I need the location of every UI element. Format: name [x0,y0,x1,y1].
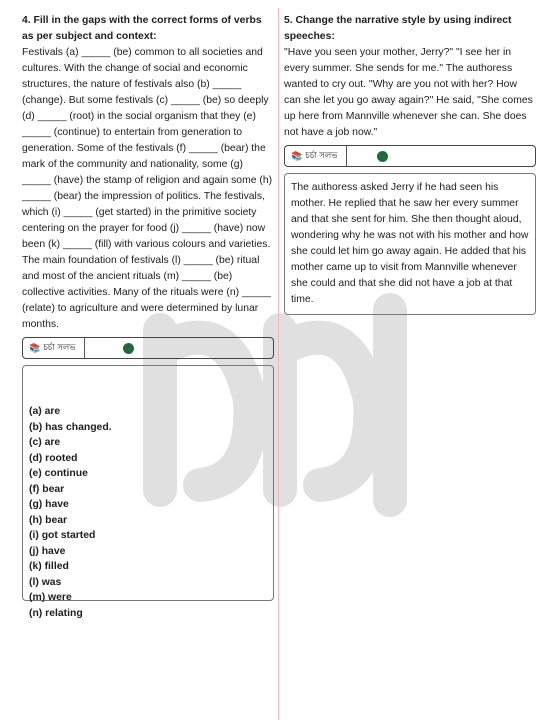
answer-box-q4 [22,365,274,619]
answer-item: (b) has changed. [29,421,112,433]
solution-tag-label: চর্চা সলভ [43,342,76,352]
answer-box-q5 [284,173,536,315]
books-icon: 📚 [29,342,41,353]
question-5-title: 5. Change the narrative style by using indirect speeches: [284,15,512,42]
status-dot-icon [123,343,134,354]
answer-item: (l) was [29,576,62,588]
answer-text: The authoress asked Jerry if he had seen his mother. He replied that he saw her every summer and that she sent for him. She then thought aloud, wondering why he was not with his mother and how she could let him go away again. He added that his mother came up to visit from Mannville whenever she could and that she did not have a job at that time. [291,182,529,305]
answer-item: (m) were [29,592,72,603]
question-4-passage: Festivals (a) _____ (be) common to all societies and cultures. With the change of social and economic structures, the nature of festivals also (b) _____ (change). But some festivals (c) _____ (be) so deeply (d) _____ (root) in the social organism that they (e) _____ (continue) to entertain from generation to generation. Some of the festivals (f) _____ (bear) the mark of the community and nationality, some (g) _____ (have) the stamp of religion and again some (h) _____ (bear) the impression of politics. The festivals, which (i) _____ (get started) in the primitive society centering on the prayer for food (j) _____ (have) now been (k) _____ (fill) with various colours and varieties. The main foundation of festivals (l) _____ (be) ritual and most of the ancient rituals (m) _____ (be) collective activities. Many of the rituals were (n) _____ (relate) to agriculture and were determined by lunar months. [22,47,273,330]
answer-list [29,404,273,621]
answer-item: (a) are [29,406,61,417]
answer-item: (g) have [29,499,69,510]
question-4-title: 4. Fill in the gaps with the correct forms of verbs as per subject and context: [22,15,262,42]
answer-item: (f) bear [29,483,65,495]
answer-item: (j) have [29,545,66,557]
tag-separator [84,337,85,359]
question-4-column [22,13,274,619]
answer-item: (n) relating [29,607,83,619]
solution-tag [22,337,274,359]
answer-item: (d) rooted [29,452,78,464]
solution-tag [284,145,536,167]
answer-item: (i) got started [29,530,96,541]
books-icon: 📚 [291,150,303,161]
status-dot-icon [377,151,388,162]
answer-item: (k) filled [29,561,69,572]
question-5-passage: "Have you seen your mother, Jerry?" "I see her in every summer. She sends for me." The authoress wanted to cry out. "Why are you not with her? How can she let you go away again?" He said, "She comes up here from Mannville whenever she can. She does not have a job now." [284,47,533,138]
question-5-column [284,13,536,315]
column-divider [278,8,279,720]
solution-tag-label: চর্চা সলভ [305,150,338,160]
answer-item: (c) are [29,437,61,448]
answer-item: (e) continue [29,468,88,479]
answer-item: (h) bear [29,514,68,526]
tag-separator [346,145,347,167]
